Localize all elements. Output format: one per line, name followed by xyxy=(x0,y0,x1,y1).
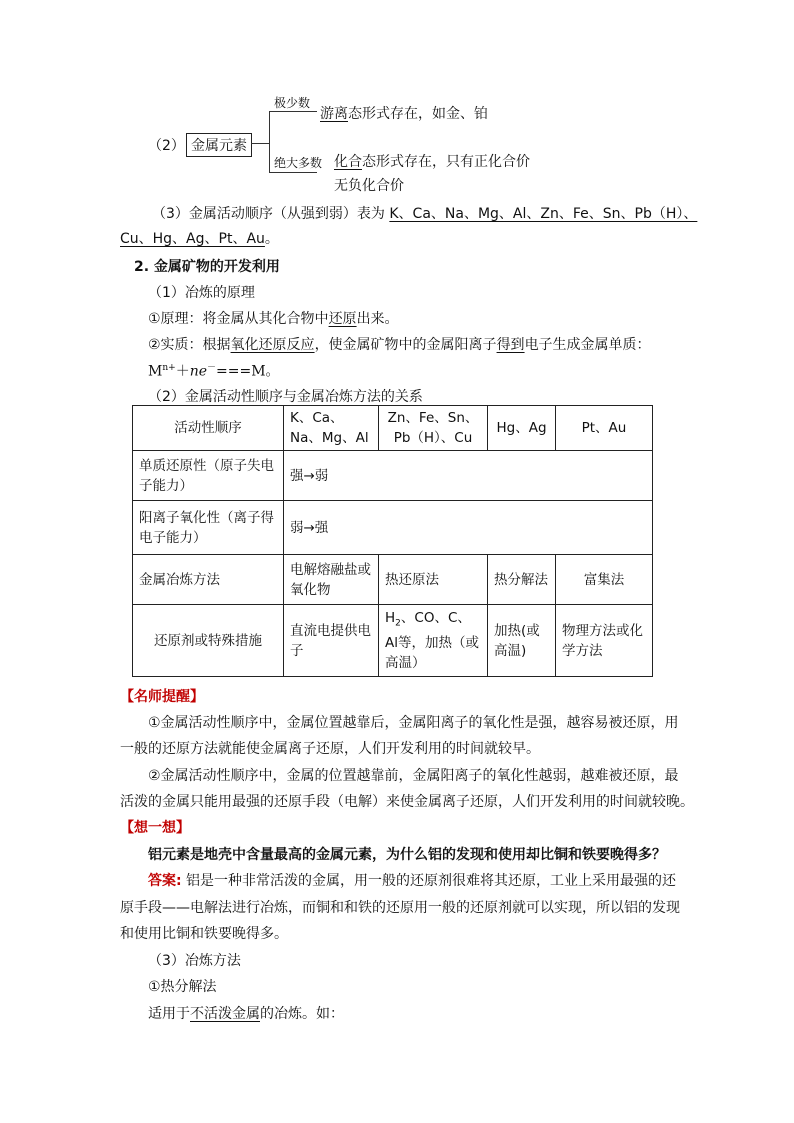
brace-top-arm xyxy=(269,111,317,112)
table-cell: $H_2$、CO、C、Al等，加热（或高温） xyxy=(379,605,488,677)
heading-2: 2. 金属矿物的开发利用 xyxy=(134,259,280,275)
para-relation-title: （2）金属活动性顺序与金属冶炼方法的关系 xyxy=(148,389,423,405)
table-row xyxy=(133,406,653,451)
table-cell: 强→弱 xyxy=(284,451,653,501)
brace-bottom-arm xyxy=(269,172,317,173)
top-branch-text: 游离态形式存在，如金、铂 xyxy=(320,106,488,122)
bottom-branch-text: 化合态形式存在，只有正化合价 xyxy=(334,154,530,170)
table-cell: 物理方法或化学方法 xyxy=(556,605,653,677)
think-answer: 答案: 铝是一种非常活泼的金属，用一般的还原剂很难将其还原，工业上采用最强的还 xyxy=(148,873,677,889)
table-row xyxy=(133,605,653,677)
table-cell: 活动性顺序 xyxy=(133,406,284,451)
table-cell: 单质还原性（原子失电子能力） xyxy=(133,451,284,501)
table-cell: 电解熔融盐或氧化物 xyxy=(284,555,379,605)
think-answer-line: 原手段——电解法进行冶炼，而铜和和铁的还原用一般的还原剂就可以实现，所以铝的发现 xyxy=(120,900,680,916)
methods-title: （3）冶炼方法 xyxy=(148,953,241,969)
tip-tag: 【名师提醒】 xyxy=(120,689,204,705)
brace-vertical xyxy=(269,111,270,173)
method-applicability: 适用于不活泼金属的冶炼。如： xyxy=(148,1006,344,1022)
table-cell: 热分解法 xyxy=(488,555,556,605)
table-cell: 富集法 xyxy=(556,555,653,605)
tip-line: 一般的还原方法就能使金属离子还原，人们开发利用的时间就较早。 xyxy=(120,741,540,757)
method-thermal-decomp: ①热分解法 xyxy=(148,979,217,995)
table-cell: 弱→强 xyxy=(284,501,653,555)
tip-line: ②金属活动性顺序中，金属的位置越靠前，金属阳离子的氧化性越弱，越难被还原，最 xyxy=(148,768,679,784)
tip-line: 活泼的金属只能用最强的还原手段（电解）来使金属离子还原，人们开发利用的时间就较晚。 xyxy=(120,794,694,810)
activity-series-line1: （3）金属活动顺序（从强到弱）表为 K、Ca、Na、Mg、Al、Zn、Fe、Sn、Pb（H）、 xyxy=(152,206,698,222)
table-cell: 金属冶炼方法 xyxy=(133,555,284,605)
para-principle-title: （1）冶炼的原理 xyxy=(148,285,255,301)
para-principle: ①原理：将金属从其化合物中还原出来。 xyxy=(148,311,399,327)
table-row xyxy=(133,501,653,555)
table-cell: Hg、Ag xyxy=(488,406,556,451)
think-answer-line: 和使用比铜和铁要晚得多。 xyxy=(120,926,288,942)
table-cell: Zn、Fe、Sn、Pb（H）、Cu xyxy=(379,406,488,451)
brace-stem xyxy=(251,143,269,144)
bottom-branch-text2: 无负化合价 xyxy=(334,178,404,194)
para-essence: ②实质：根据氧化还原反应，使金属矿物中的金属阳离子得到电子生成金属单质： xyxy=(148,337,651,353)
table-cell: 阳离子氧化性（离子得电子能力） xyxy=(133,501,284,555)
section-number: （2） xyxy=(148,138,185,154)
table-cell: 直流电提供电子 xyxy=(284,605,379,677)
table-cell: 还原剂或特殊措施 xyxy=(133,605,284,677)
table-row xyxy=(133,451,653,501)
table-cell: 加热(或高温) xyxy=(488,605,556,677)
table-cell: 热还原法 xyxy=(379,555,488,605)
table-cell: K、Ca、Na、Mg、Al xyxy=(284,406,379,451)
think-question: 铝元素是地壳中含量最高的金属元素，为什么铝的发现和使用却比铜和铁要晚得多？ xyxy=(148,847,666,863)
metal-element-box: 金属元素 xyxy=(186,133,252,157)
tip-line: ①金属活动性顺序中，金属位置越靠后，金属阳离子的氧化性是强，越容易被还原，用 xyxy=(148,715,679,731)
metallurgy-table xyxy=(132,405,653,677)
activity-series-line2: Cu、Hg、Ag、Pt、Au。 xyxy=(120,231,279,247)
equation: $M^{n+}+ne^-===M$。 xyxy=(148,363,280,380)
bottom-branch-label: 绝大多数 xyxy=(274,156,323,170)
table-cell: Pt、Au xyxy=(556,406,653,451)
think-tag: 【想一想】 xyxy=(120,820,190,836)
table-row xyxy=(133,555,653,605)
top-branch-label: 极少数 xyxy=(274,96,311,110)
